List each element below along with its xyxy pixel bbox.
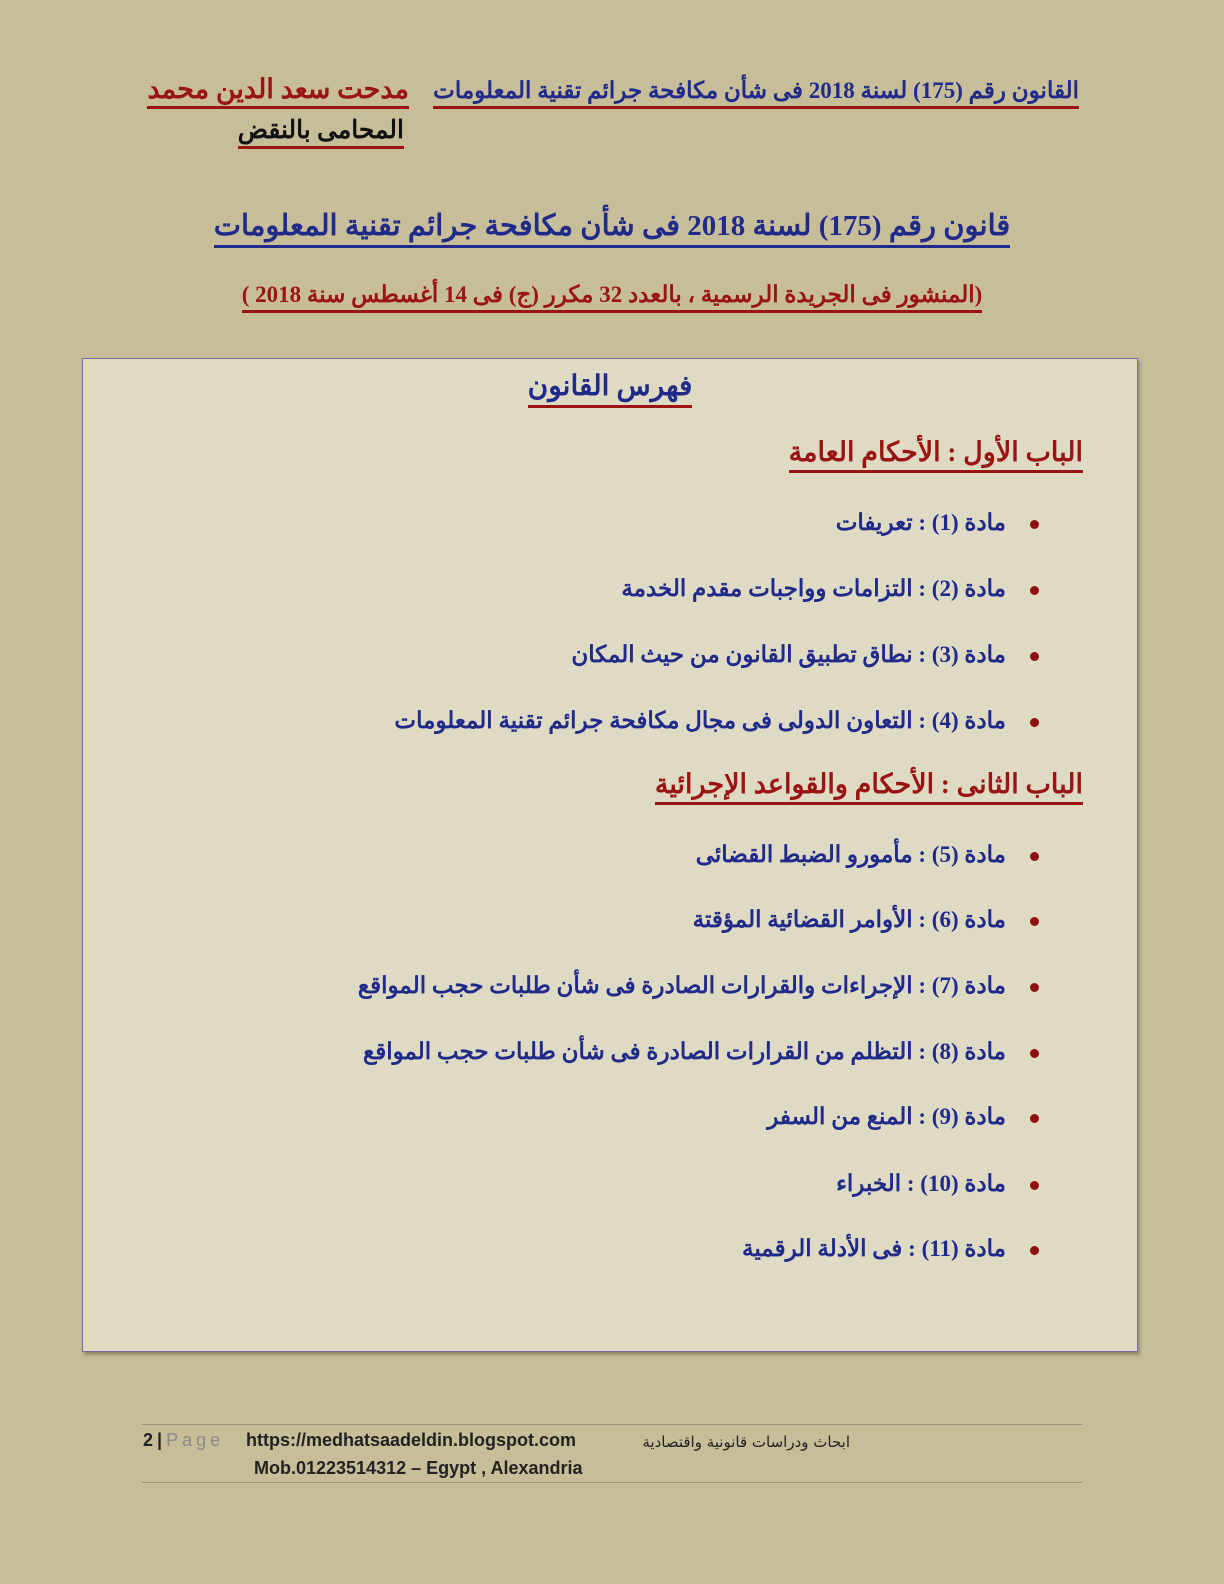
page-number: 2	[143, 1430, 154, 1450]
list-item	[621, 573, 1039, 605]
header-author-block	[146, 74, 409, 149]
article-label: مادة (9) : المنع من السفر	[767, 1104, 1006, 1129]
bullet-icon	[1030, 520, 1039, 529]
list-item	[358, 970, 1039, 1002]
footer-contact: Mob.01223514312 – Egypt , Alexandria	[254, 1458, 583, 1478]
article-label: مادة (6) : الأوامر القضائية المؤقتة	[692, 907, 1006, 932]
bullet-icon	[1030, 852, 1039, 861]
list-item	[363, 1036, 1039, 1068]
page-separator: |	[157, 1430, 163, 1450]
page-label: Page	[166, 1430, 225, 1450]
bullet-icon	[1030, 1181, 1039, 1190]
article-label: مادة (4) : التعاون الدولى فى مجال مكافحة جرائم تقنية المعلومات	[394, 708, 1006, 733]
page-title: قانون رقم (175) لسنة 2018 فى شأن مكافحة جرائم تقنية المعلومات	[214, 208, 1011, 248]
footer-bottom-divider	[142, 1482, 1082, 1483]
list-item	[394, 705, 1039, 737]
bullet-icon	[1030, 1114, 1039, 1123]
bullet-icon	[1030, 1246, 1039, 1255]
list-item	[571, 639, 1039, 671]
page-subtitle: (المنشور فى الجريدة الرسمية ، بالعدد 32 مكرر (ج) فى 14 أغسطس سنة 2018 )	[242, 282, 983, 313]
bullet-icon	[1030, 586, 1039, 595]
footer-blog-link[interactable]: https://medhatsaadeldin.blogspot.com	[246, 1430, 577, 1450]
header-law-title: القانون رقم (175) لسنة 2018 فى شأن مكافحة جرائم تقنية المعلومات	[433, 78, 1079, 109]
author-title: المحامى بالنقض	[238, 115, 404, 149]
article-label: مادة (1) : تعريفات	[835, 510, 1006, 535]
page-subtitle-row	[0, 282, 1224, 313]
article-label: مادة (3) : نطاق تطبيق القانون من حيث المكان	[571, 642, 1006, 667]
author-name: مدحت سعد الدين محمد	[147, 74, 409, 109]
article-label: مادة (5) : مأمورو الضبط القضائى	[695, 842, 1006, 867]
list-item	[742, 1233, 1039, 1265]
list-item	[836, 1168, 1039, 1200]
article-label: مادة (11) : فى الأدلة الرقمية	[742, 1236, 1006, 1261]
bullet-icon	[1030, 652, 1039, 661]
footer-tagline: ابحاث ودراسات قانونية واقتصادية	[642, 1433, 850, 1451]
list-item	[836, 507, 1039, 539]
chapter-heading-2: الباب الثانى : الأحكام والقواعد الإجرائية	[655, 769, 1083, 805]
list-item	[696, 839, 1039, 871]
list-item	[693, 904, 1039, 936]
index-title: فهرس القانون	[528, 369, 693, 408]
article-label: مادة (2) : التزامات وواجبات مقدم الخدمة	[621, 576, 1006, 601]
page-title-row	[0, 208, 1224, 248]
footer-page-number	[143, 1430, 224, 1451]
bullet-icon	[1030, 1049, 1039, 1058]
index-title-row	[83, 369, 1137, 408]
index-box	[82, 358, 1138, 1352]
chapter-heading-1: الباب الأول : الأحكام العامة	[789, 437, 1083, 473]
footer-top-divider	[142, 1424, 1082, 1425]
article-label: مادة (8) : التظلم من القرارات الصادرة فى شأن طلبات حجب المواقع	[362, 1039, 1006, 1064]
bullet-icon	[1030, 983, 1039, 992]
article-label: مادة (10) : الخبراء	[836, 1171, 1006, 1196]
article-label: مادة (7) : الإجراءات والقرارات الصادرة فى شأن طلبات حجب المواقع	[357, 973, 1006, 998]
bullet-icon	[1030, 718, 1039, 727]
bullet-icon	[1030, 917, 1039, 926]
list-item	[767, 1101, 1039, 1133]
